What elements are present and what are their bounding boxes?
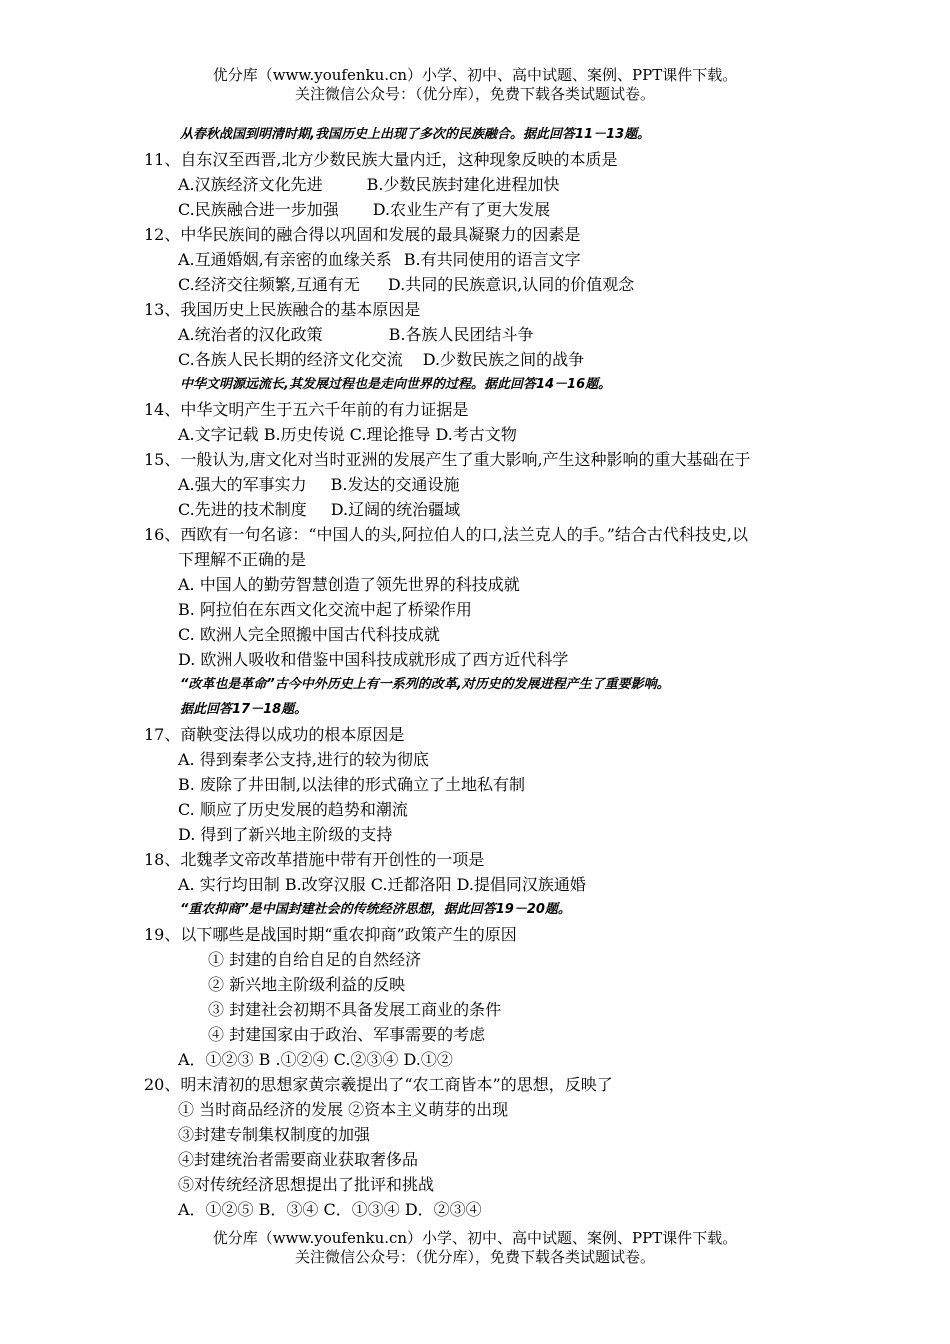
question-19-statement-2: ② 新兴地主阶级利益的反映 [208,975,406,994]
question-19-stem: 19、以下哪些是战国时期“重农抑商”政策产生的原因 [144,925,517,944]
question-13-option-c: C.各族人民长期的经济文化交流 [178,350,403,369]
question-16-option-d: D. 欧洲人吸收和借鉴中国科技成就形成了西方近代科学 [178,650,569,669]
question-17-option-c: C. 顺应了历史发展的趋势和潮流 [178,800,408,819]
question-12-options-row-2 [144,272,844,297]
question-15-stem: 15、一般认为,唐文化对当时亚洲的发展产生了重大影响,产生这种影响的重大基础在于 [144,450,751,469]
question-19-statement-3: ③ 封建社会初期不具备发展工商业的条件 [208,1000,502,1019]
header-line-1: 优分库（www.youfenku.cn）小学、初中、高中试题、案例、PPT课件下载。 [212,66,738,84]
question-15-options-row-1 [144,472,844,497]
question-15-option-d: D.辽阔的统治疆域 [330,500,461,519]
page-footer [0,1229,950,1267]
question-11-stem: 11、自东汉至西晋,北方少数民族大量内迁，这种现象反映的本质是 [144,150,618,169]
question-16-option-c: C. 欧洲人完全照搬中国古代科技成就 [178,625,440,644]
question-12-options-row-1 [144,247,844,272]
question-15-option-b: B.发达的交通设施 [330,475,460,494]
question-20-statement-4: ④封建统治者需要商业获取奢侈品 [178,1150,419,1169]
question-19-options: A．①②③ B .①②④ C.②③④ D.①② [178,1050,453,1069]
question-17-stem: 17、商鞅变法得以成功的根本原因是 [144,725,405,744]
question-19-statement-4: ④ 封建国家由于政治、军事需要的考虑 [208,1025,486,1044]
question-20-statement-5: ⑤对传统经济思想提出了批评和挑战 [178,1175,435,1194]
question-15-option-a: A.强大的军事实力 [178,475,307,494]
question-17-option-d: D. 得到了新兴地主阶级的支持 [178,825,393,844]
question-11-option-d: D.农业生产有了更大发展 [372,200,551,219]
question-14-stem: 14、中华文明产生于五六千年前的有力证据是 [144,400,469,419]
section-intro-4: “重农抑商”是中国封建社会的传统经济思想，据此回答19－20题。 [180,902,571,917]
page-header [0,66,950,104]
question-11-option-c: C.民族融合进一步加强 [178,200,339,219]
question-12-option-b: B.有共同使用的语言文字 [403,250,581,269]
question-18-options: A. 实行均田制 B.改穿汉服 C.迁都洛阳 D.提倡同汉族通婚 [178,875,586,894]
question-19-statement-1: ① 封建的自给自足的自然经济 [208,950,422,969]
exam-content [144,122,844,1222]
question-11-option-b: B.少数民族封建化进程加快 [366,175,560,194]
footer-line-1: 优分库（www.youfenku.cn）小学、初中、高中试题、案例、PPT课件下载。 [212,1229,738,1247]
question-20-options: A．①②⑤ B．③④ C．①③④ D．②③④ [178,1200,482,1219]
question-13-option-d: D.少数民族之间的战争 [422,350,585,369]
question-16-stem: 16、西欧有一句名谚：“中国人的头,阿拉伯人的口,法兰克人的手。”结合古代科技史,以 [144,525,748,544]
question-11-options-row-1 [144,172,844,197]
question-16-option-a: A. 中国人的勤劳智慧创造了领先世界的科技成就 [178,575,520,594]
question-12-option-c: C.经济交往频繁,互通有无 [178,275,360,294]
section-intro-3-continued: 据此回答17－18题。 [180,702,308,717]
question-18-stem: 18、北魏孝文帝改革措施中带有开创性的一项是 [144,850,485,869]
question-13-option-a: A.统治者的汉化政策 [178,325,323,344]
question-20-stem: 20、明末清初的思想家黄宗羲提出了“农工商皆本”的思想，反映了 [144,1075,613,1094]
question-11-option-a: A.汉族经济文化先进 [178,175,323,194]
section-intro-2: 中华文明源远流长,其发展过程也是走向世界的过程。据此回答14－16题。 [180,377,612,392]
question-15-options-row-2 [144,497,844,522]
question-14-options: A.文字记载 B.历史传说 C.理论推导 D.考古文物 [178,425,517,444]
question-13-option-b: B.各族人民团结斗争 [388,325,534,344]
question-12-option-a: A.互通婚姻,有亲密的血缘关系 [178,250,392,269]
question-11-options-row-2 [144,197,844,222]
question-13-stem: 13、我国历史上民族融合的基本原因是 [144,300,421,319]
question-13-options-row-1 [144,322,844,347]
section-intro-1: 从春秋战国到明清时期,我国历史上出现了多次的民族融合。据此回答11－13题。 [180,127,651,142]
question-12-option-d: D.共同的民族意识,认同的价值观念 [387,275,635,294]
question-12-stem: 12、中华民族间的融合得以巩固和发展的最具凝聚力的因素是 [144,225,581,244]
question-16-stem-continued: 下理解不正确的是 [178,550,307,569]
question-13-options-row-2 [144,347,844,372]
question-20-statement-1-2: ① 当时商品经济的发展 ②资本主义萌芽的出现 [178,1100,509,1119]
header-line-2: 关注微信公众号：（优分库），免费下载各类试题试卷。 [294,85,655,103]
question-16-option-b: B. 阿拉伯在东西文化交流中起了桥梁作用 [178,600,472,619]
section-intro-3: “改革也是革命”古今中外历史上有一系列的改革,对历史的发展进程产生了重要影响。 [180,677,670,692]
question-17-option-b: B. 废除了井田制,以法律的形式确立了土地私有制 [178,775,526,794]
question-17-option-a: A. 得到秦孝公支持,进行的较为彻底 [178,750,429,769]
footer-line-2: 关注微信公众号：（优分库），免费下载各类试题试卷。 [294,1248,655,1266]
question-15-option-c: C.先进的技术制度 [178,500,307,519]
question-20-statement-3: ③封建专制集权制度的加强 [178,1125,371,1144]
